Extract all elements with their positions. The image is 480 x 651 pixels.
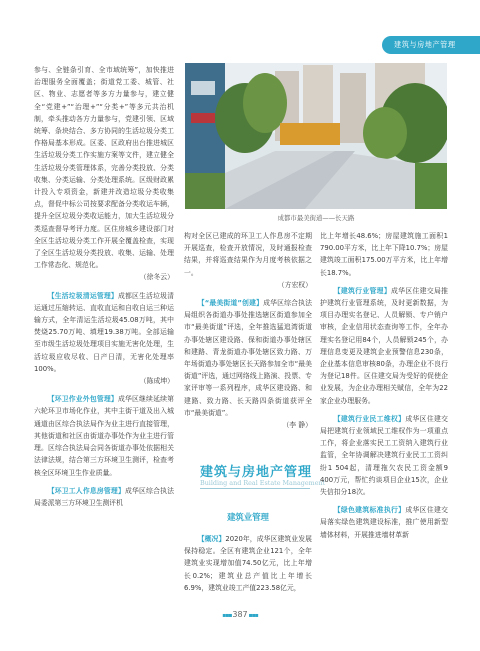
entry-heading: 【环卫工人作息房管理】: [47, 486, 125, 495]
entry-heading: 【绿色建筑标准执行】: [333, 506, 406, 515]
entry-body: 成华区继续延续第六轮环卫市场化作业，其中主街干道及出入城通道由区综合执法局作为业主进行直接管理，其他街道和社区由街道办事处作为业主进行管理。区综合执法局会同各街道办事处依据相关法律法规，结合第三方环境卫生测评，检查考核全区环境卫生作业质量。: [34, 395, 174, 477]
entry-body: 成都区生活垃圾清运通过压缩转运、直收直运和自收自运三种运输方式，全年清运生活垃圾45.08万吨，其中焚烧25.70万吨、填埋19.38万吨。全部运输至市级生活垃圾处理项目实施无害化处理，生活垃圾应收尽收、日产日清，无害化处理率100%。: [34, 291, 174, 373]
column-right: [320, 230, 448, 541]
signature-line: [184, 279, 312, 291]
author-signature: （李 静）: [282, 421, 312, 430]
paragraph: [184, 533, 312, 594]
author-signature: （陈成坤）: [139, 377, 174, 386]
entry-body: 成华区综合执法局组织各街道办事处推选辖区街道参加全市“最美街道”评选，全年推选猛追湾街道办事处辖区建设路、保和街道办事处辖区和建路、青龙街道办事处辖区致力路、万年场街道办事处辖区长天路参加全市“最美街道”评选，通过网络线上路演、投票、专家评审等一系列程序，成华区建设路、和建路、致力路、长天路四条街道获评全市“最美街道”。: [184, 299, 312, 417]
entry-body: 2020年，成华区建筑业发展保持稳定。全区有建筑企业121个，全年建筑业实现增加值74.50亿元，比上年增长0.2%；建筑业总产值比上年增长6.9%，建筑业竣工产值223.58亿元，: [184, 535, 312, 592]
entry-heading: 【生活垃圾清运管理】: [47, 291, 118, 300]
paragraph: [34, 393, 174, 478]
entry-body: 成华区住建交局把建筑行业领域民工维权作为一项重点工作，将企业落实民工工资纳入建筑行业监管，全年协调解决建筑行业民工工资纠纷1 504起，清理拖欠农民工资金额9 400万元，帮忙约谈项目企业15次，企业失信扣分18次。: [320, 414, 448, 497]
entry-body: 成华区住建交局推护建筑行业管理系统，及时更新数据，为项目办理实名登记、人员解锁、专户销户审核，企业信用状态查询等工作，全年办理实名登记用84个，人员解锁245个，办理信息变更及建筑企业预警信息230条，企业基本信息审核80条，办理企业不良行为登记18件。区住建交局为受好的促使企业发展，为企业办理相关赋信，全年为22家企业办理服务。: [320, 286, 448, 405]
subsection-title: 建筑业管理: [227, 512, 269, 522]
author-signature: （徐冬云）: [139, 273, 174, 282]
signature-line: [34, 271, 174, 283]
paragraph: 比上年增长48.6%；房屋建筑施工面积1 790.00平方米，比上年下降10.7%；房屋建筑竣工面积175.00万平方米，比上年增长18.7%。: [320, 232, 448, 277]
section-title: 建筑与房地产管理: [200, 465, 313, 480]
page-number-value: 387: [232, 610, 248, 619]
ornament-right: ▪▪▪: [247, 612, 258, 619]
entry-body: 成华区综合执法局委派第三方环境卫生测评机: [34, 486, 174, 507]
street-photo: [185, 63, 447, 209]
entry-heading: 【建筑行业管理】: [333, 286, 391, 295]
paragraph: [34, 485, 174, 509]
paragraph: 参与、全链条引育、全市域统筹”，加快推进治理服务全面覆盖；街道党工委、城管、社区、物业、志愿者等多方力量参与，建立健全“党建+”“治理+”“分类+”等多元共治机制，牵头推动各方力量参与，党建引领、区域统筹、条块结合、多方协同的生活垃圾分类工作格局基本形成。区委、区政府出台推进城区生活垃圾分类工作实施方案等文件，建立健全生活垃圾分类管理体系，完善分类投放、分类收集、分类运输、分类处理系统。区级财政累计投入专项资金，新建并改造垃圾分类收集点，督促中标公司按要求配备分类收运车辆，提升全区垃圾分类收运能力，加大生活垃圾分类巡查督导考评力度。区住房城乡建设部门对全区生活垃圾分类工作开展全覆盖检查，实现了全区生活垃圾分类投放、收集、运输、处理工作常态化、规范化。: [34, 66, 174, 270]
paragraph: 构对全区已建成的环卫工人作息房不定期开展巡查，检查开放情况，及时通报检查结果，并将巡查结果作为月度考核依据之一。: [184, 232, 312, 277]
running-header: 建筑与房地产管理: [382, 36, 480, 54]
entry-body: 成华区住建交局落实绿色建筑建设标准，推广使用新型墙体材料，开展推进墙材革新: [320, 506, 448, 539]
author-signature: （方宏权）: [277, 280, 312, 289]
photo-caption: 成都市最美街道——长天路: [277, 214, 355, 222]
entry-heading: 【环卫作业外包管理】: [47, 395, 118, 404]
section-divider: [200, 488, 310, 489]
paragraph: [184, 297, 312, 419]
ornament-left: ▪▪▪: [222, 612, 233, 619]
column-middle: [184, 230, 312, 431]
paragraph: [34, 290, 174, 375]
entry-heading: 【概况】: [197, 535, 226, 543]
signature-line: [34, 375, 174, 387]
street-photo-illustration: [185, 63, 447, 209]
page-number: [0, 610, 480, 619]
paragraph: [320, 285, 448, 407]
paragraph: [320, 504, 448, 541]
signature-line: [184, 419, 312, 431]
entry-heading: 【“最美街道”创建】: [197, 299, 264, 308]
section-subtitle-en: Building and Real Estate Management: [200, 479, 326, 487]
paragraph: [320, 413, 448, 498]
column-middle-lower: [184, 533, 312, 594]
entry-heading: 【建筑行业民工维权】: [333, 414, 406, 423]
column-left: [34, 64, 174, 509]
